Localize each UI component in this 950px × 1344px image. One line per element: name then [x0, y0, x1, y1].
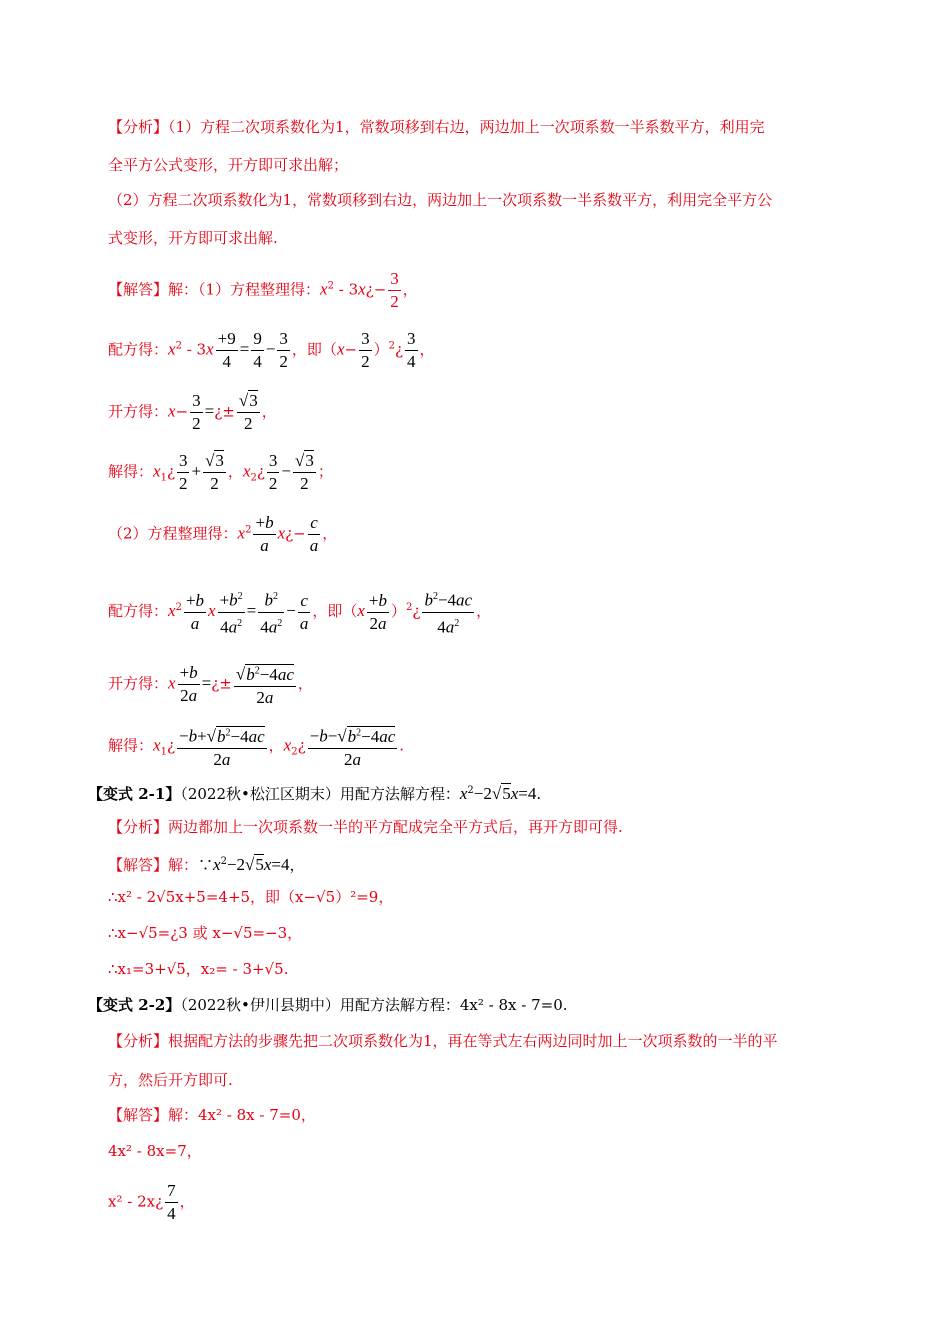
- solution-2-roots: 解得：$x_1¿$ $\frac{-b+√b^2-4ac}{2a}$ ，$x_2¿$ $\frac{-b-√b^2-4ac}{2a}$ .: [108, 722, 404, 771]
- solution-2-complete-square: 配方得：$x^2$ $\frac{+b}{a}$ x $\frac{+b^2}{4a^2}$ = $\frac{b^2}{4a^2}$ − $\frac{c}{a}$ ，即（x $\frac{+b}{2a}$ ）$^2$¿ $\frac{b^2-4ac}{4a^2}$ ，: [108, 586, 491, 638]
- variant-2-2-analysis-2: 方，然后开方即可.: [108, 1071, 233, 1089]
- solution-1-line: 【解答】解：（1）方程整理得：$x^2$ - 3x¿− $\frac{3}{2}$ ，: [108, 269, 418, 311]
- analysis-line-4: 式变形，开方即可求出解.: [108, 229, 278, 247]
- solution-1-roots: 解得：$x_1¿$ $\frac{3}{2}$ + $\frac{√3}{2}$ ，$x_2¿$ $\frac{3}{2}$ − $\frac{√3}{2}$ ；: [108, 451, 333, 493]
- variant-2-1-solution: 【解答】解：$\because x^2-2√5x=4$，: [108, 855, 305, 874]
- solution-1-sqrt: 开方得：x− $\frac{3}{2}$ =¿± $\frac{√3}{2}$ ，: [108, 391, 277, 433]
- variant-2-1-step-2: ∴x² - 2√5x+5=4+5，即（x−√5）²=9，: [108, 888, 394, 906]
- analysis-line-3: （2）方程二次项系数化为1，常数项移到右边，两边加上一次项系数一半系数平方，利用完全平方公: [108, 191, 773, 209]
- variant-2-1-analysis: 【分析】两边都加上一次项系数一半的平方配成完全平方式后，再开方即可得.: [108, 818, 623, 836]
- solution-1-complete-square: 配方得：$x^2 - 3x$ $\frac{+9}{4}$ = $\frac{9}{4}$ − $\frac{3}{2}$ ，即（x− $\frac{3}{2}$ ）$^2$¿ $\frac{3}{4}$ ，: [108, 329, 435, 371]
- variant-2-1-question: 【变式 2-1】（2022秋•松江区期末）用配方法解方程：$x^2-2√5x=4$.: [88, 784, 542, 803]
- variant-2-2-step-3: x² - 2x¿ $\frac{7}{4}$ ，: [108, 1181, 195, 1223]
- analysis-line-2: 全平方公式变形，开方即可求出解；: [108, 156, 349, 174]
- variant-2-1-step-4: ∴x₁=3+√5，x₂= - 3+√5.: [108, 960, 289, 978]
- solution-2-line: （2）方程整理得：$x^2$ $\frac{+b}{a}$ x¿− $\frac{c}{a}$ ，: [108, 513, 338, 555]
- variant-2-1-step-3: ∴x−√5=¿3 或 x−√5=−3，: [108, 924, 303, 942]
- variant-2-2-question: 【变式 2-2】（2022秋•伊川县期中）用配方法解方程：4x² - 8x - 7=0.: [88, 996, 568, 1014]
- solution-2-sqrt: 开方得：x $\frac{+b}{2a}$ =¿± $\frac{√b^2-4ac}{2a}$ ，: [108, 660, 313, 709]
- variant-2-2-step-2: 4x² - 8x=7，: [108, 1142, 202, 1160]
- analysis-line-1: 【分析】（1）方程二次项系数化为1，常数项移到右边，两边加上一次项系数一半系数平方，利用完: [108, 118, 765, 136]
- variant-2-2-analysis-1: 【分析】根据配方法的步骤先把二次项系数化为1，再在等式左右两边同时加上一次项系数的一半的平: [108, 1032, 778, 1050]
- variant-2-2-solution: 【解答】解：4x² - 8x - 7=0，: [108, 1106, 316, 1124]
